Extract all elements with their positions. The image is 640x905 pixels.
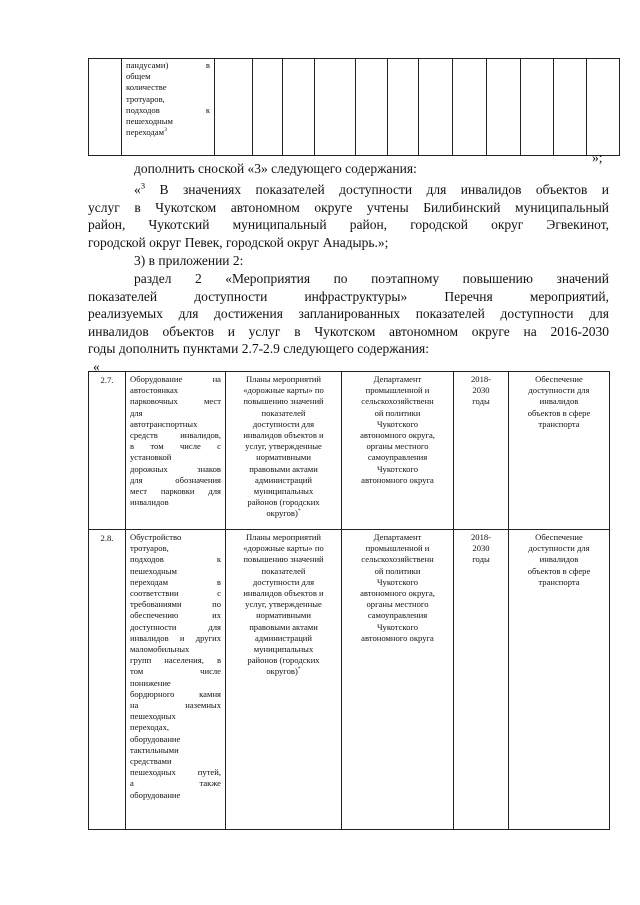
cell-line: автотранспортных [130,418,198,429]
footnote-mark: * [297,666,301,673]
cell-line: для [130,407,143,418]
cell-line: тротуаров, [126,93,165,104]
cell-line: нормативными [256,452,311,463]
cell-line: средствами [130,756,172,767]
cell-line: Обеспечение [535,374,583,384]
cell-text: округов) [266,666,298,677]
cell-line: администраций [254,632,312,643]
paragraph-line: реализуемых для достижения запланированных показателей доступности для [88,306,609,321]
cell-line: доступности для [528,385,590,396]
table-cell [356,59,388,156]
cell-line: парковочных мест [130,396,221,407]
appendix-item [88,252,609,270]
cell-line: инвалидов объектов и [243,588,324,599]
cell-line: правовыми актами [249,621,318,632]
table-cell [283,59,315,156]
cell-line: соответствии с [130,588,221,599]
basis-cell [226,372,342,530]
cell-line: годы [472,554,490,565]
cell-line: услуг, утвержденные [245,599,322,610]
cell-line: инвалидов и других [130,632,221,643]
cell-line: годы [472,396,490,407]
footnote-text-paragraph [88,181,609,251]
cell-line: пешеходных [130,711,176,722]
footnote-intro-paragraph [88,160,609,178]
cell-line: автономного округа, [360,430,435,441]
cell-line: Планы мероприятий [245,532,322,542]
cell-line: автономного округа, [360,588,435,599]
continued-table [88,58,620,156]
cell-line: в том числе с [130,441,221,452]
cell-line: показателей [261,407,306,418]
cell-line: 2030 [472,543,490,554]
cell-line: на наземных [130,700,221,711]
cell-line: инвалидов [539,554,579,565]
table-cell [253,59,283,156]
cell-line: подходов к [126,104,210,115]
cell-line: администраций [254,474,312,485]
paragraph-line: услуг в Чукотском автономном округе учтены Билибинский муниципальный [88,199,609,215]
cell-line: правовыми актами [249,463,318,474]
opening-quote: « [93,359,100,374]
section-paragraph [88,270,609,358]
table-row [89,372,610,530]
cell-line: переходам в [130,576,221,587]
closing-quote: »; [592,150,603,165]
cell-line: дорожных знаков [130,463,221,474]
cell-line: нормативными [256,610,311,621]
cell-line [229,666,338,677]
table-cell [521,59,554,156]
cell-line: пандусами) в [126,60,210,70]
cell-line: сельскохозяйственн [361,396,434,407]
paragraph-line: городской округ Певек, городской округ Анадырь.»; [88,234,389,250]
cell-text: округов) [266,508,298,519]
cell-line: подходов к [130,554,221,565]
cell-line: доступности для [528,543,590,554]
cell-line: 2018- [470,532,492,542]
table-cell [554,59,587,156]
cell-line: повышению значений [243,396,324,407]
cell-line: «дорожные карты» по [243,543,324,554]
cell-line: промышленной и [365,543,430,554]
cell-line: муниципальных [253,644,314,655]
cell-line: маломобильных [130,644,190,655]
paragraph-line: показателей доступности инфраструктуры» Перечня мероприятий, [88,288,609,304]
cell-line: Департамент [373,374,422,384]
cell-line: пешеходных путей, [130,767,221,778]
cell-line: промышленной и [365,385,430,396]
paragraph-line: дополнить сноской «3» следующего содержания: [134,161,417,176]
measures-table [88,371,610,830]
footnote-mark: 3 [164,127,167,134]
cell-line: ой политики [374,407,421,418]
measure-cell [126,530,226,830]
cell-line: самоуправления [367,610,428,621]
cell-line: инвалидов объектов и [243,430,324,441]
cell-line: мест парковки для [130,486,221,497]
table-cell [487,59,521,156]
cell-line: требованиями по [130,599,221,610]
cell-line: понижение [130,677,171,688]
executor-cell [342,372,454,530]
cell-line: автостоянках [130,385,179,396]
cell-line: 2030 [472,385,490,396]
footnote-mark: * [297,508,301,515]
cell-line: ой политики [374,565,421,576]
paragraph-line [88,181,609,199]
cell-line: «дорожные карты» по [243,385,324,396]
cell-line: самоуправления [367,452,428,463]
cell-line [229,508,338,519]
cell-line: Чукотского [376,621,419,632]
paragraph-text: В значениях показателей доступности для инвалидов объектов и [145,182,609,197]
cell-line: районов (городских [247,497,320,508]
cell-line: органы местного [366,441,429,452]
cell-line: Планы мероприятий [245,374,322,384]
cell-line: Чукотского [376,576,419,587]
cell-line: объектов в сфере [527,407,591,418]
cell-line: для обозначения [130,474,221,485]
cell-text: переходам [126,127,165,138]
result-cell [509,372,610,530]
cell-line: средств инвалидов, [130,430,221,441]
cell-line: муниципальных [253,486,314,497]
cell-line: установкой [130,452,172,463]
measure-cell [126,372,226,530]
cell-line: общем [126,71,151,82]
cell-line: групп населения, в [130,655,221,666]
cell-line: инвалидов [130,497,169,508]
table-cell [587,59,620,156]
cell-line: доступности для [252,576,315,587]
cell-line: Оборудование на [130,374,221,384]
cell-line: Обеспечение [535,532,583,542]
cell-line: переходах, [130,722,170,733]
cell-line: тактильными [130,744,179,755]
cell-line: автономного округа [361,632,434,643]
cell-line: инвалидов [539,396,579,407]
cell-line: автономного округа [361,474,434,485]
cell-line: транспорта [538,418,580,429]
cell-line: транспорта [538,576,580,587]
table-cell [419,59,453,156]
basis-cell [226,530,342,830]
cell-line: Департамент [373,532,422,542]
table-cell [388,59,419,156]
table-cell [89,59,122,156]
cell-line: бордюрного камня [130,688,221,699]
open-quote: « [134,182,141,197]
cell-line: а также [130,778,221,789]
cell-line: 2018- [470,374,492,384]
row-number: 2.8. [89,530,126,830]
cell-line: тротуаров, [130,543,169,554]
cell-line: пешеходным [126,116,173,127]
cell-line: оборудование [130,789,181,800]
cell-line: услуг, утвержденные [245,441,322,452]
indicator-name-cell [122,59,215,156]
cell-line: пешеходным [130,565,177,576]
cell-line: объектов в сфере [527,565,591,576]
footnote-mark: 3 [140,180,146,191]
cell-line: обеспечению их [130,610,221,621]
cell-line: оборудование [130,733,181,744]
paragraph-line: годы дополнить пунктами 2.7-2.9 следующего содержания: [88,341,429,356]
cell-line: Чукотского [376,463,419,474]
row-number: 2.7. [89,372,126,530]
paragraph-line: 3) в приложении 2: [134,253,244,268]
cell-line: сельскохозяйственн [361,554,434,565]
table-cell [453,59,487,156]
cell-line: повышению значений [243,554,324,565]
paragraph-line: район, Чукотский муниципальный район, городской округ Эгвекинот, [88,217,609,232]
paragraph-line: инвалидов объектов и услуг в Чукотском автономном округе на 2016-2030 [88,323,609,339]
cell-line: Чукотского [376,418,419,429]
term-cell [454,372,509,530]
executor-cell [342,530,454,830]
cell-line: том числе [130,666,221,677]
cell-line: доступности для [130,621,221,632]
cell-line: районов (городских [247,655,320,666]
table-row [89,530,610,830]
cell-line: доступности для [252,418,315,429]
result-cell [509,530,610,830]
cell-line: Обустройство [130,532,182,542]
cell-line [126,127,210,138]
cell-line: показателей [261,565,306,576]
cell-line: органы местного [366,599,429,610]
table-cell [215,59,253,156]
cell-line: количестве [126,82,167,93]
paragraph-line: раздел 2 «Мероприятия по поэтапному повышению значений [134,271,609,286]
term-cell [454,530,509,830]
table-cell [315,59,356,156]
